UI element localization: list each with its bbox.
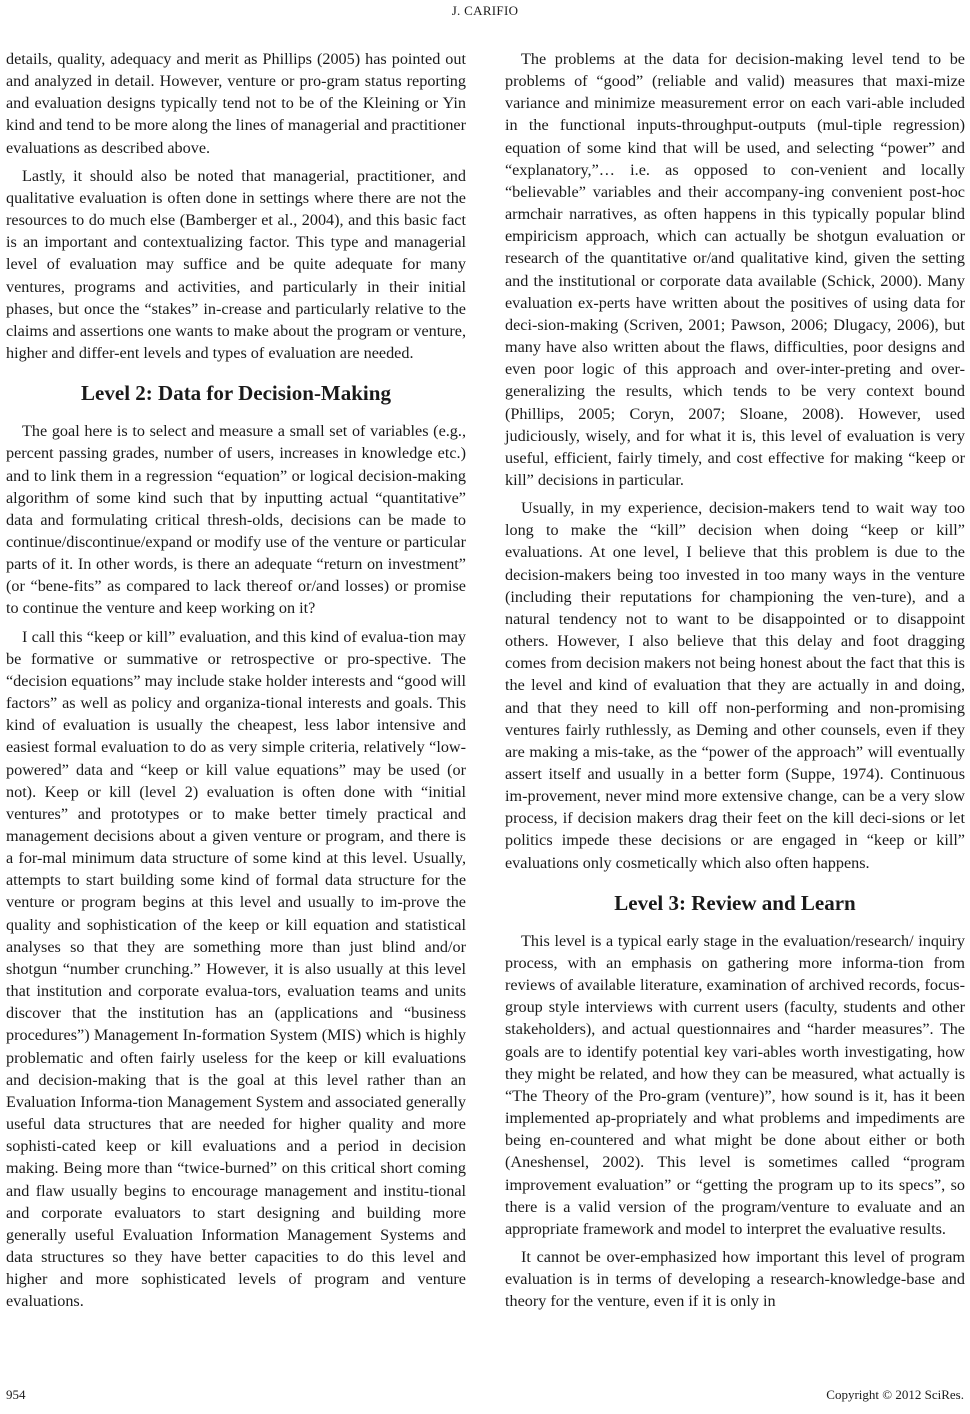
left-paragraph-2: Lastly, it should also be noted that managerial, practitioner, and qualitative evaluation is often done in settings where there are not the resources to do much else (Bamberger et al., 2004), and this basic fact is an important and contextualizing factor. This type and managerial level of evaluation may suffice and be quite adequate for many ventures, programs and activities, and particularly in their initial phases, but once the “stakes” in-crease and particularly relative to the claims and assertions one wants to make about the program or venture, higher and differ-ent levels and types of evaluation are needed.	[6, 166, 466, 363]
right-paragraph-4: It cannot be over-emphasized how important this level of program evaluation is in terms of developing a research-knowledge-base and theory for the venture, even if it is only in	[505, 1247, 965, 1311]
section-heading-level-3: Level 3: Review and Learn	[614, 890, 856, 915]
copyright-notice: Copyright © 2012 SciRes.	[826, 1387, 964, 1402]
section-heading-level-2: Level 2: Data for Decision-Making	[81, 381, 391, 406]
right-paragraph-3: This level is a typical early stage in the evaluation/research/ inquiry process, with an emphasis on gathering more informa-tion from reviews of available literature, examination of archived records, focus-group style interviews with current users (faculty, students and other stakeholders), and actual questionnaires and “harder measures”. The goals are to identify potential key vari-ables worth investigating, how they might be related, and how they can be measured, what actually is “The Theory of the Pro-gram (venture)”, how sound is it, has it been implemented ap-propriately and what problems and impediments are being en-countered and what might be done about either or both (Aneshensel, 2002). This level is sometimes called “program improvement evaluation” or “getting the program up to its specs”, so there is a valid version of the program/venture to evaluate and an appropriate framework and model to interpret the evaluative results.	[505, 931, 965, 1238]
right-paragraph-2: Usually, in my experience, decision-makers tend to wait way too long to make the “kill” decision when doing “keep or kill” evaluations. At one level, I believe that this problem is due to the decision-makers being too invested in too many ways in the venture (including their reputations for championing the ven-ture), and a natural tendency not to want to be disappointed or to disappoint others. However, I also believe that this delay and foot dragging comes from decision makers not being honest about the fact that this is the level and kind of evaluation that they are actually in and doing, and that they need to kill off non-performing and non-promising ventures fairly ruthlessly, as Deming and other counsels, even if they are making a mis-take, as the “power of the approach” will eventually assert itself and usually in a better form (Suppe, 1974). Continuous im-provement, never mind more extensive change, can be a very slow process, if decision makers drag their feet on the kill deci-sions or let politics impede these decisions or are engaged in “keep or kill” evaluations only cosmetically which also often happens.	[505, 499, 965, 872]
page-number: 954	[6, 1387, 26, 1402]
left-paragraph-3: The goal here is to select and measure a small set of variables (e.g., percent passing grades, number of users, increases in knowledge etc.) and to link them in a regression “equation” or logical decision-making algorithm of some kind such that by inputting actual “quantitative” data and formulating critical thresh-olds, decisions can be made to continue/discontinue/expand or modify use of the venture or particular parts of it. In other words, is there an adequate “return on investment” (or “bene-fits” as compared to lack thereof or/and losses) or promise to continue the venture and keep working on it?	[6, 422, 466, 618]
right-column	[505, 48, 965, 1318]
running-head: J. CARIFIO	[451, 3, 519, 18]
right-paragraph-1: The problems at the data for decision-making level tend to be problems of “good” (reliable and valid) measures that maxi-mize variance and minimize measurement error on each vari-able included in the functional inputs-throughput-outputs (mul-tiple regression) equation of some kind that will be used, and selecting “power” and “explanatory,”… i.e. as opposed to con-venient and locally “believable” variables and their accompany-ing convenient post-hoc armchair narratives, as often happens in this typically popular blind empiricism approach, which can actually be shotgun evaluation or research of the quantitative or/and qualitative kind, given the setting and the institutional or corporate data available (Schick, 2000). Many evaluation ex-perts have written about the positives of using data for deci-sion-making (Scriven, 2001; Pawson, 2006; Dlugacy, 2006), but many have also written about the flaws, difficulties, poor designs and even poor logic of this approach and over-inter-preting and over-generalizing the results, which tends to be very context bound (Phillips, 2005; Coryn, 2007; Sloane, 2008). However, used judiciously, wisely, and for what it is, this level of evaluation is very useful, efficient, fairly timely, and cost effective for making “keep or kill” decisions in particular.	[505, 50, 965, 489]
left-column	[6, 48, 466, 1318]
left-paragraph-1: details, quality, adequacy and merit as Phillips (2005) has pointed out and analyzed in detail. However, venture or pro-gram status reporting and evaluation designs typically tend not to be of the Kleining or Yin kind and tend to be more along the lines of managerial and practitioner evaluations as described above.	[6, 50, 466, 157]
left-paragraph-4: I call this “keep or kill” evaluation, and this kind of evalua-tion may be formative or summative or retrospective or pro-spective. The “decision equations” may include stake holder interests and “good will factors” as well as policy and organiza-tional interests and goals. This kind of evaluation is usually the cheapest, less labor intensive and easiest formal evaluation to do as very simple criteria, relatively “low-powered” data and “keep or kill value equations” may be used (or not). Keep or kill (level 2) evaluation is often done with “initial ventures” and prototypes or to make better timely practical and management decisions about a given venture or program, and there is a for-mal minimum data structure of some kind at this level. Usually, attempts to start building some kind of formal data structure for the venture or program begins at this level and usually to im-prove the quality and sophistication of the keep or kill equation and statistical analyses so that they are something more than just blind and/or shotgun “number crunching.” However, it is also usually at this level that institution and corporate evalua-tors, evaluation teams and units discover that the institution has an (applications and “business procedures”) Management In-formation System (MIS) which is highly problematic and often fairly useless for the keep or kill evaluations and decision-making that is the goal at this level rather than an Evaluation Informa-tion Management System and associated generally useful data structures that are needed for higher quality and more sophisti-cated keep or kill evaluations and a period in decision making. Being more than “twice-burned” on this critical short coming and flaw usually begins to encourage management and institu-tional and corporate evaluators to start designing and building more generally useful Evaluation Information Management Systems and data structures so they have better capacities to do this level and higher and more sophisticated levels of program and venture evaluations.	[6, 627, 466, 1311]
